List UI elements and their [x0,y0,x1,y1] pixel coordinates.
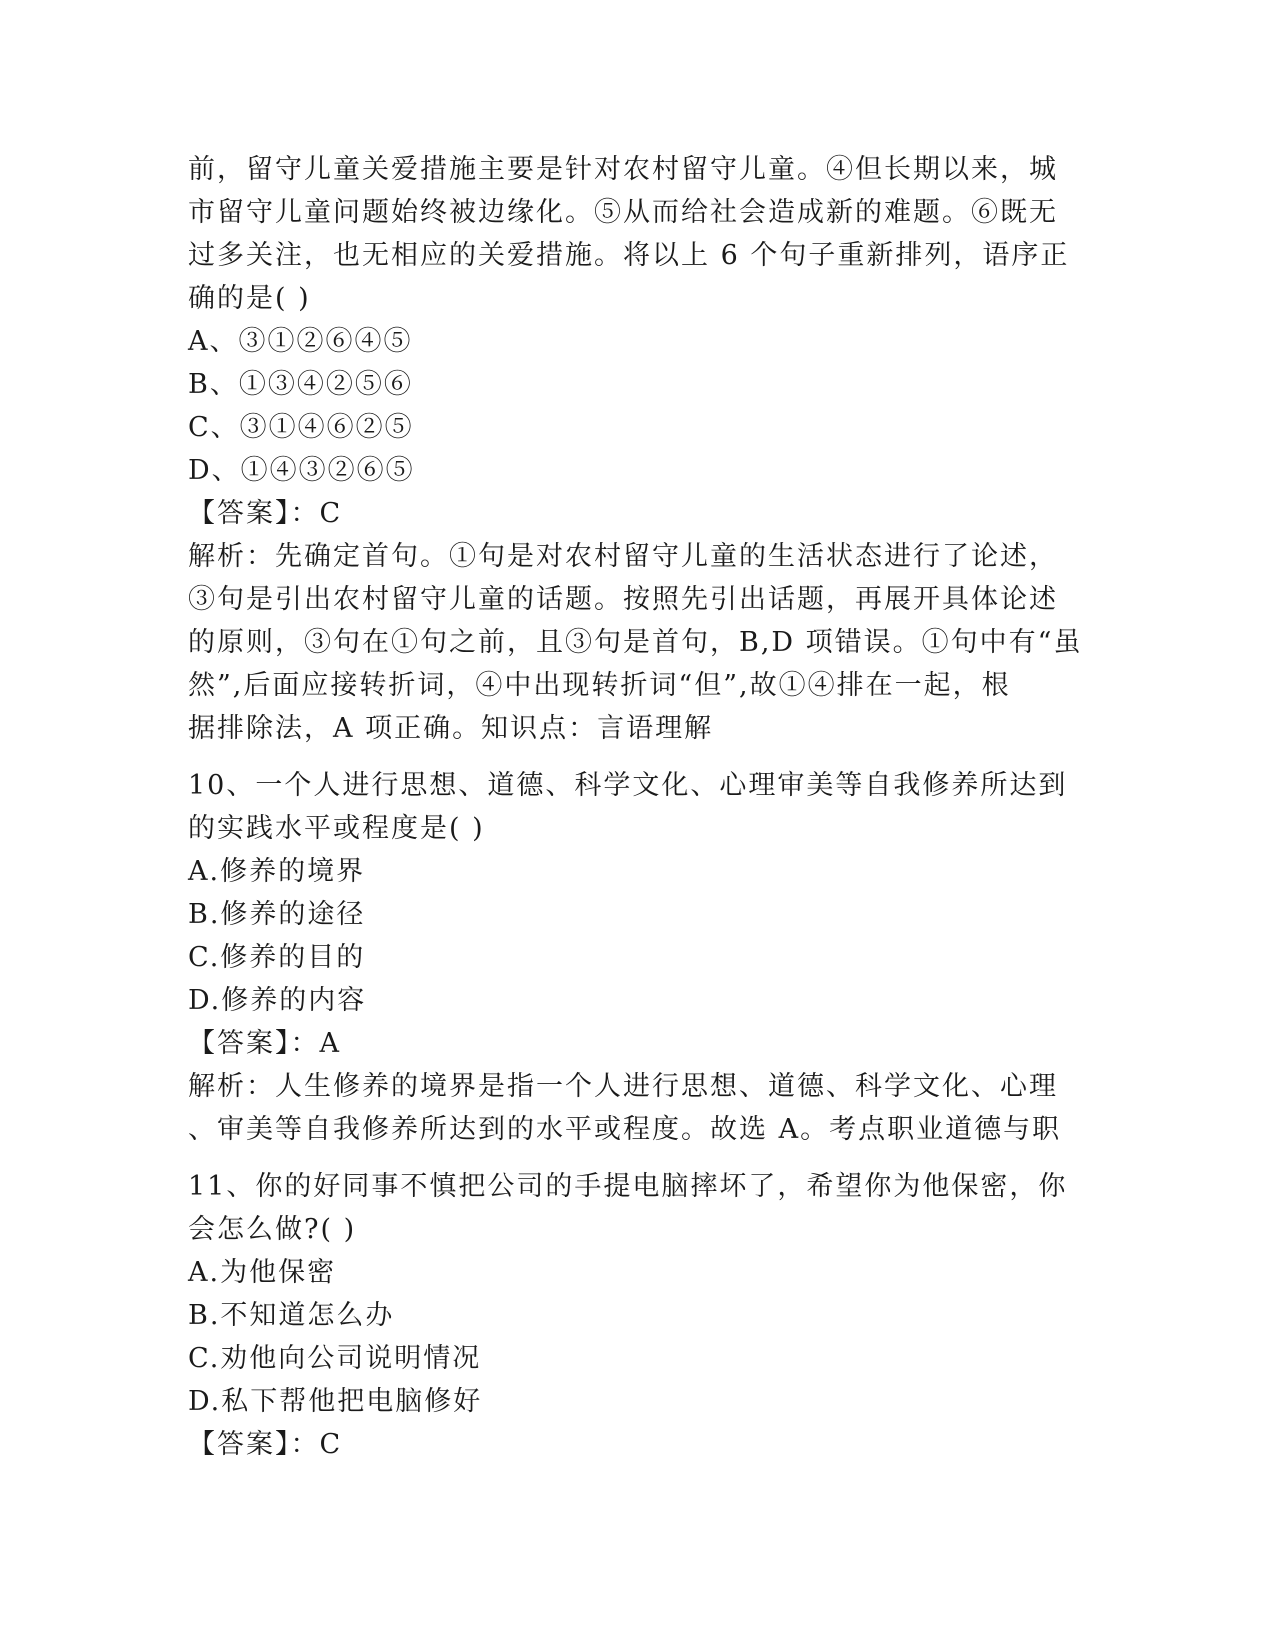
question-stem-line: 前，留守儿童关爱措施主要是针对农村留守儿童。④但长期以来，城 [188,154,1058,185]
option-c: C.修养的目的 [188,942,366,973]
option-b: B.不知道怎么办 [188,1300,395,1331]
document-page [188,148,1088,1466]
analysis-line: 、审美等自我修养所达到的水平或程度。故选 A。考点职业道德与职 [188,1114,1062,1145]
option-b: B.修养的途径 [188,899,366,930]
question-11 [188,1165,1088,1466]
option-a: A.为他保密 [188,1257,337,1288]
option-a: A.修养的境界 [188,856,366,887]
question-stem-line: 确的是( ) [188,283,311,314]
analysis-line: 的原则，③句在①句之前，且③句是首句，B,D 项错误。①句中有“虽 [188,627,1083,658]
question-stem-line: 11、你的好同事不慎把公司的手提电脑摔坏了，希望你为他保密，你 [188,1171,1068,1202]
question-spacer [188,750,1088,764]
analysis-line: 然”,后面应接转折词，④中出现转折词“但”,故①④排在一起，根 [188,670,1011,701]
option-c: C、③①④⑥②⑤ [188,412,414,443]
option-b: B、①③④②⑤⑥ [188,369,413,400]
answer-line: 【答案】：C [188,1429,343,1460]
option-a: A、③①②⑥④⑤ [188,326,413,357]
question-spacer [188,1151,1088,1165]
analysis-line: 解析：人生修养的境界是指一个人进行思想、道德、科学文化、心理 [188,1071,1058,1102]
option-d: D、①④③②⑥⑤ [188,455,415,486]
question-stem-line: 会怎么做?( ) [188,1214,357,1245]
question-10 [188,764,1088,1151]
answer-line: 【答案】：A [188,1028,341,1059]
analysis-line: ③句是引出农村留守儿童的话题。按照先引出话题，再展开具体论述 [188,584,1058,615]
option-d: D.修养的内容 [188,985,367,1016]
analysis-line: 据排除法，A 项正确。知识点：言语理解 [188,713,714,744]
question-stem-line: 的实践水平或程度是( ) [188,813,485,844]
question-stem-line: 10、一个人进行思想、道德、科学文化、心理审美等自我修养所达到 [188,770,1068,801]
question-9 [188,148,1088,750]
option-d: D.私下帮他把电脑修好 [188,1386,483,1417]
analysis-line: 解析：先确定首句。①句是对农村留守儿童的生活状态进行了论述， [188,541,1058,572]
option-c: C.劝他向公司说明情况 [188,1343,482,1374]
answer-line: 【答案】：C [188,498,343,529]
question-stem-line: 市留守儿童问题始终被边缘化。⑤从而给社会造成新的难题。⑥既无 [188,197,1058,228]
question-stem-line: 过多关注，也无相应的关爱措施。将以上 6 个句子重新排列，语序正 [188,240,1070,271]
